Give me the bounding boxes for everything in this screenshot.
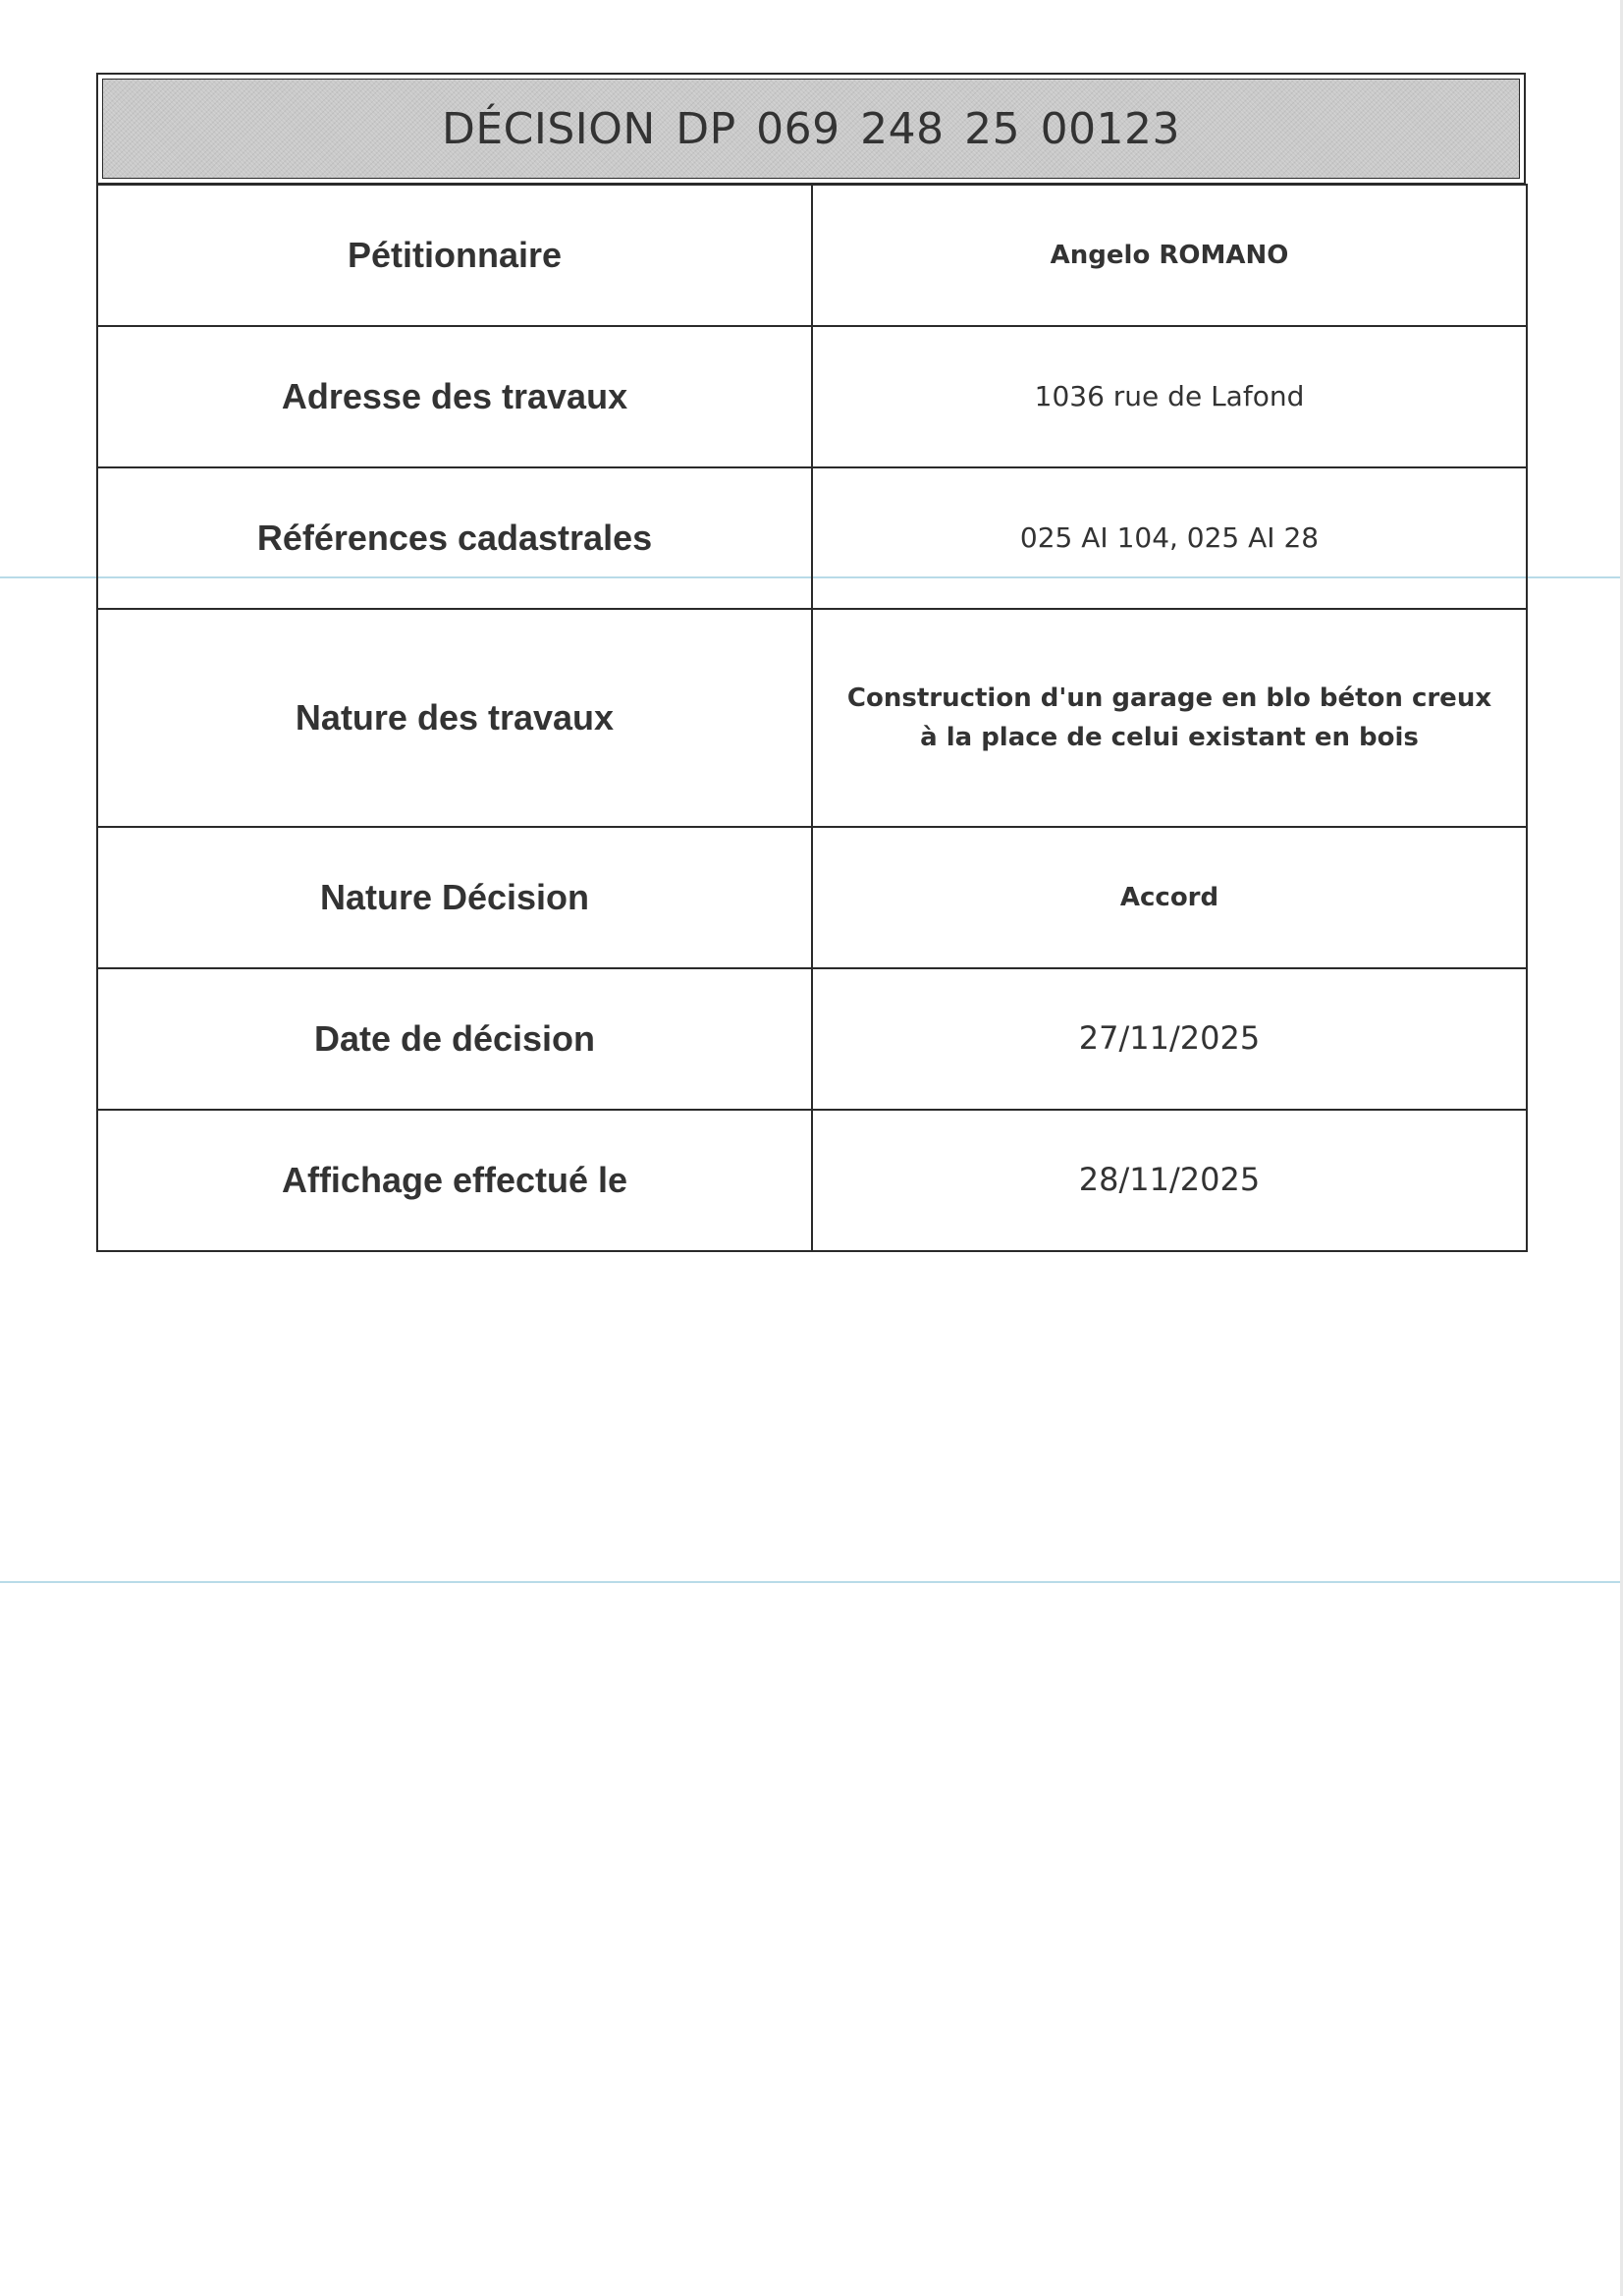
row-label: Date de décision [97,968,812,1110]
row-value: 28/11/2025 [812,1110,1527,1251]
table-row-adresse [97,326,1527,467]
scan-artifact-line [0,1581,1623,1583]
table-row-petitionnaire [97,185,1527,326]
table-row-affichage [97,1110,1527,1251]
table-row-nature-decision [97,827,1527,968]
row-value: Angelo ROMANO [812,185,1527,326]
row-value: 025 AI 104, 025 AI 28 [812,467,1527,609]
decision-title: DÉCISION DP 069 248 25 00123 [441,103,1181,154]
row-label: Affichage effectué le [97,1110,812,1251]
row-label: Adresse des travaux [97,326,812,467]
row-label: Pétitionnaire [97,185,812,326]
table-row-references [97,467,1527,609]
table-row-nature-travaux [97,609,1527,827]
row-value: 1036 rue de Lafond [812,326,1527,467]
decision-title-band [102,79,1520,179]
table-row-date-decision [97,968,1527,1110]
row-value: Accord [812,827,1527,968]
row-label: Nature des travaux [97,609,812,827]
row-label: Références cadastrales [97,467,812,609]
row-value: Construction d'un garage en blo béton creux à la place de celui existant en bois [812,609,1527,827]
decision-info-table [96,184,1528,1252]
row-label: Nature Décision [97,827,812,968]
decision-title-box [96,73,1526,185]
row-value: 27/11/2025 [812,968,1527,1110]
